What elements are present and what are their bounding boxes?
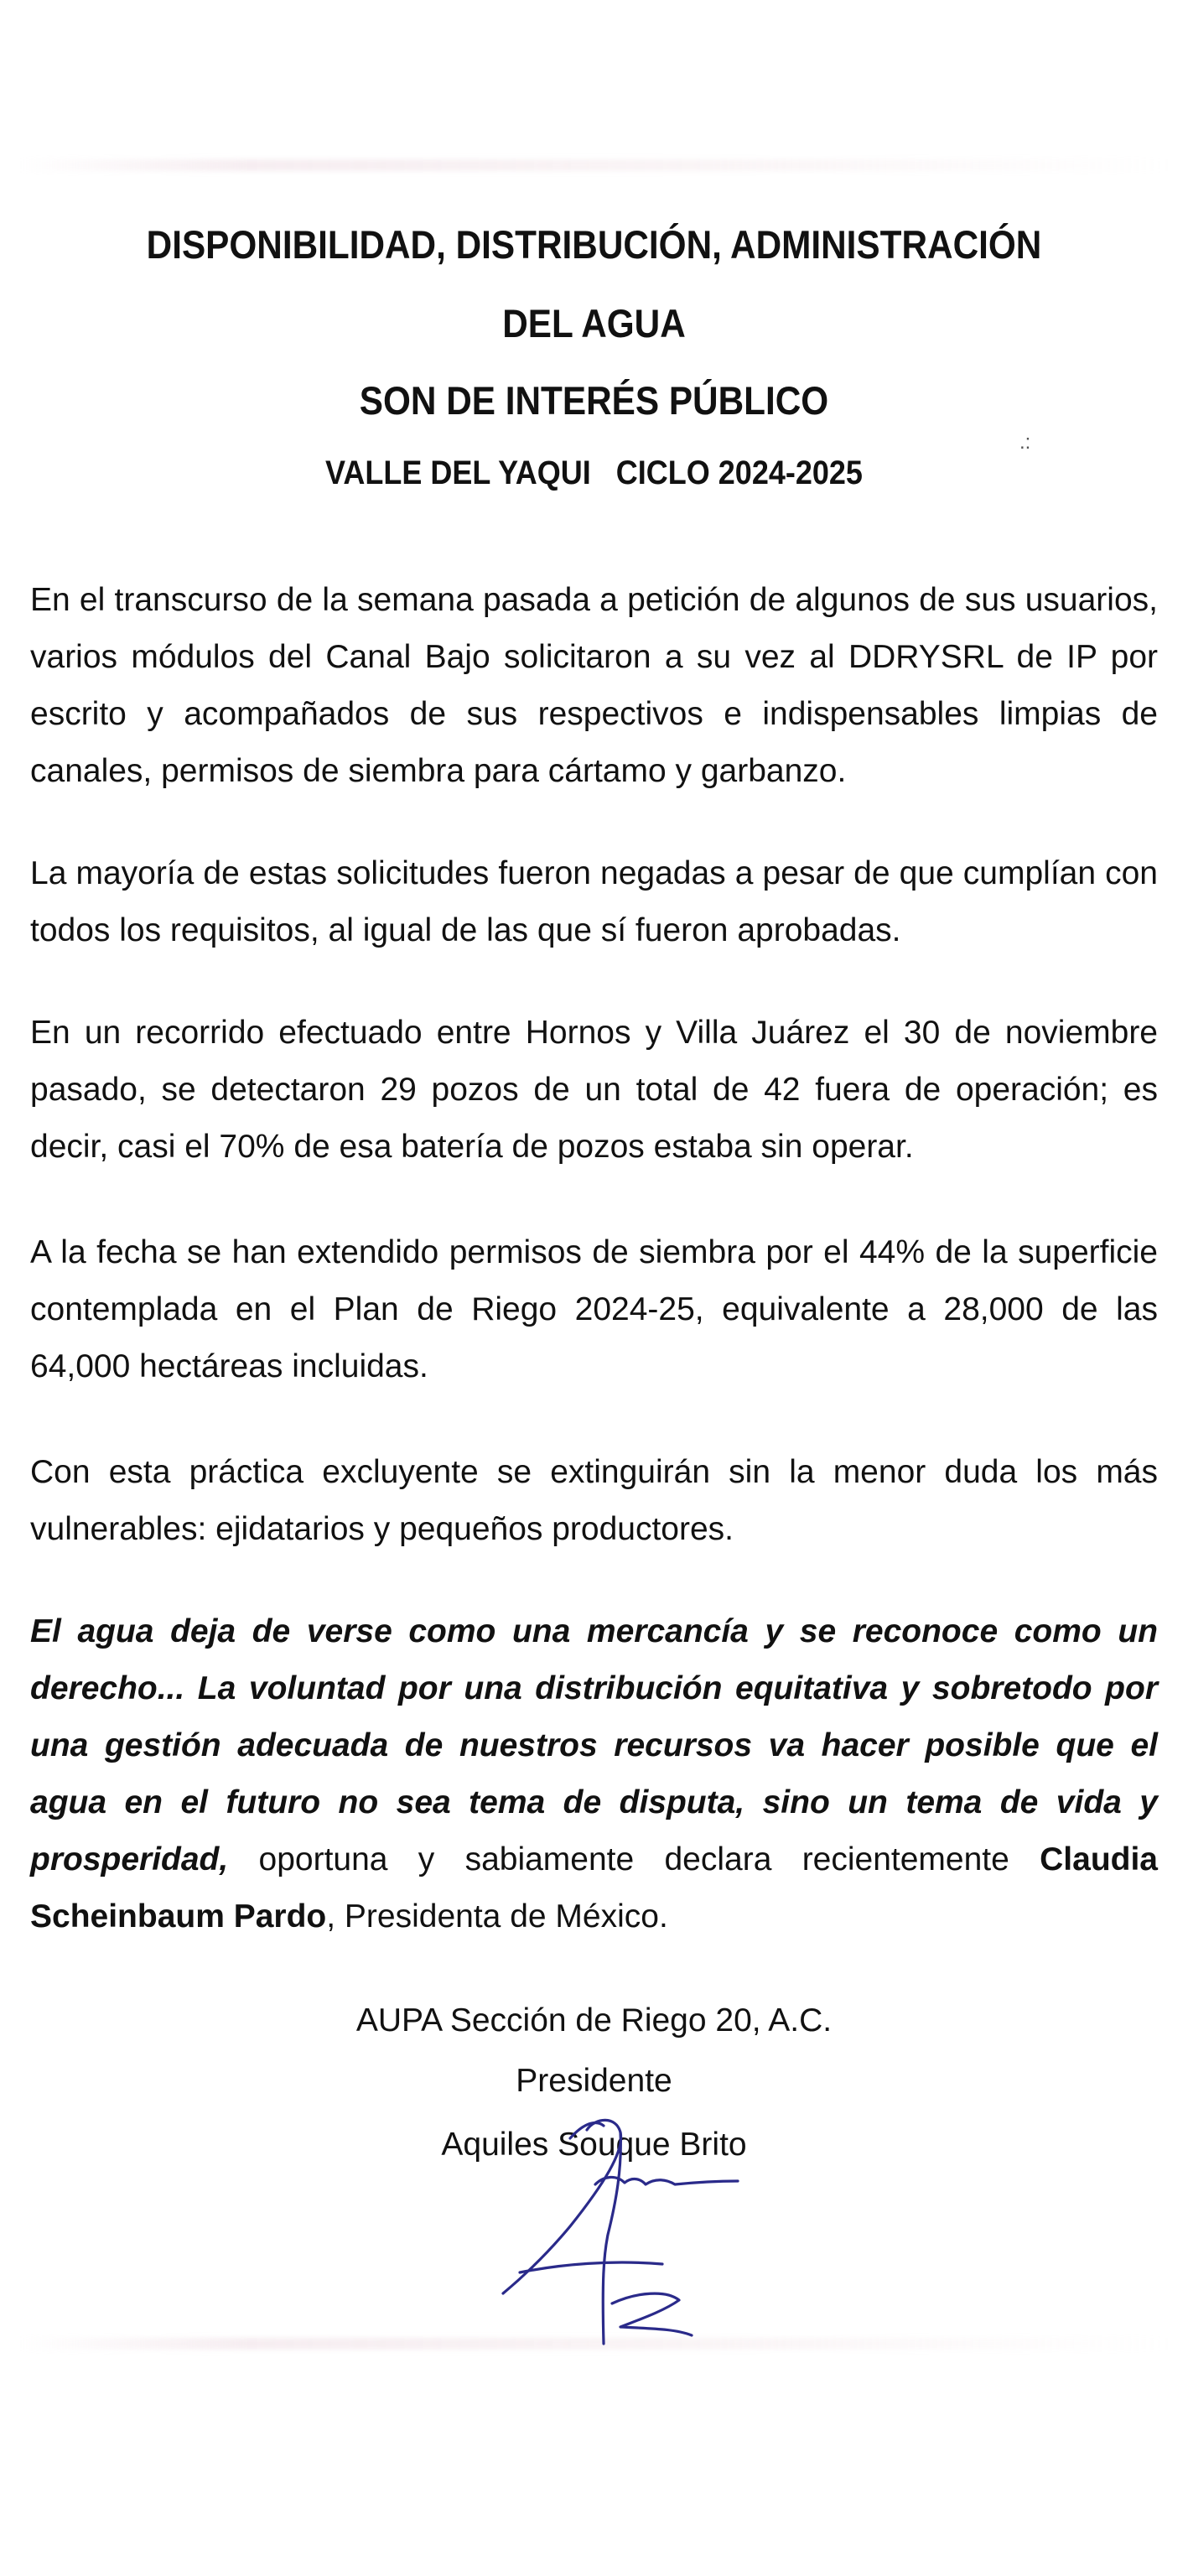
- paragraph-4: A la fecha se han extendido permisos de siembra por el 44% de la superficie contemplada en el Plan de Riego 2024-25, equivalente a 28,000 de las 64,000 hectáreas incluidas.: [30, 1234, 1158, 1384]
- paragraph-5: Con esta práctica excluyente se extinguirán sin la menor duda los más vulnerables: ejidatarios y pequeños productores.: [30, 1454, 1158, 1547]
- signature-role: Presidente: [516, 2063, 672, 2099]
- quote-text: El agua deja de verse como una mercancía y se reconoce como un derecho... La voluntad por una distribución equitativa y sobretodo por una gestión adecuada de nuestros recursos va hacer posible que el agua en el futuro no sea tema de disputa, sino un tema de vida y prosperidad,: [30, 1613, 1158, 1877]
- title-line-2: DEL AGUA: [502, 301, 686, 345]
- subtitle: VALLE DEL YAQUI CICLO 2024-2025: [325, 454, 863, 491]
- paragraph-1: En el transcurso de la semana pasada a petición de algunos de sus usuarios, varios módulos del Canal Bajo solicitaron a su vez al DDRYSRL de IP por escrito y acompañados de sus respectivos e indispensables limpias de canales, permisos de siembra para cártamo y garbanzo.: [30, 582, 1158, 789]
- quote-attribution-tail: , Presidenta de México.: [326, 1898, 668, 1935]
- title-line-1: DISPONIBILIDAD, DISTRIBUCIÓN, ADMINISTRACIÓN: [146, 222, 1042, 267]
- presidential-quote: [30, 1603, 1158, 1945]
- quote-attribution-lead: oportuna y sabiamente declara recientemente: [228, 1841, 1040, 1877]
- quote-attribution-name: Claudia Scheinbaum Pardo: [30, 1841, 1158, 1935]
- scan-artifact-band: [17, 159, 1171, 171]
- title-line-3: SON DE INTERÉS PÚBLICO: [359, 378, 829, 423]
- handwritten-signature: [469, 2092, 771, 2352]
- signature-organization: AUPA Sección de Riego 20, A.C.: [355, 2002, 833, 2038]
- paragraph-2: La mayoría de estas solicitudes fueron negadas a pesar de que cumplían con todos los requisitos, al igual de las que sí fueron aprobadas.: [30, 855, 1158, 948]
- scan-mark: .:: [1019, 431, 1031, 454]
- signature-name: Aquiles Souque Brito: [441, 2127, 747, 2163]
- paragraph-3: En un recorrido efectuado entre Hornos y Villa Juárez el 30 de noviembre pasado, se detectaron 29 pozos de un total de 42 fuera de operación; es decir, casi el 70% de esa batería de pozos estaba sin operar.: [30, 1015, 1158, 1165]
